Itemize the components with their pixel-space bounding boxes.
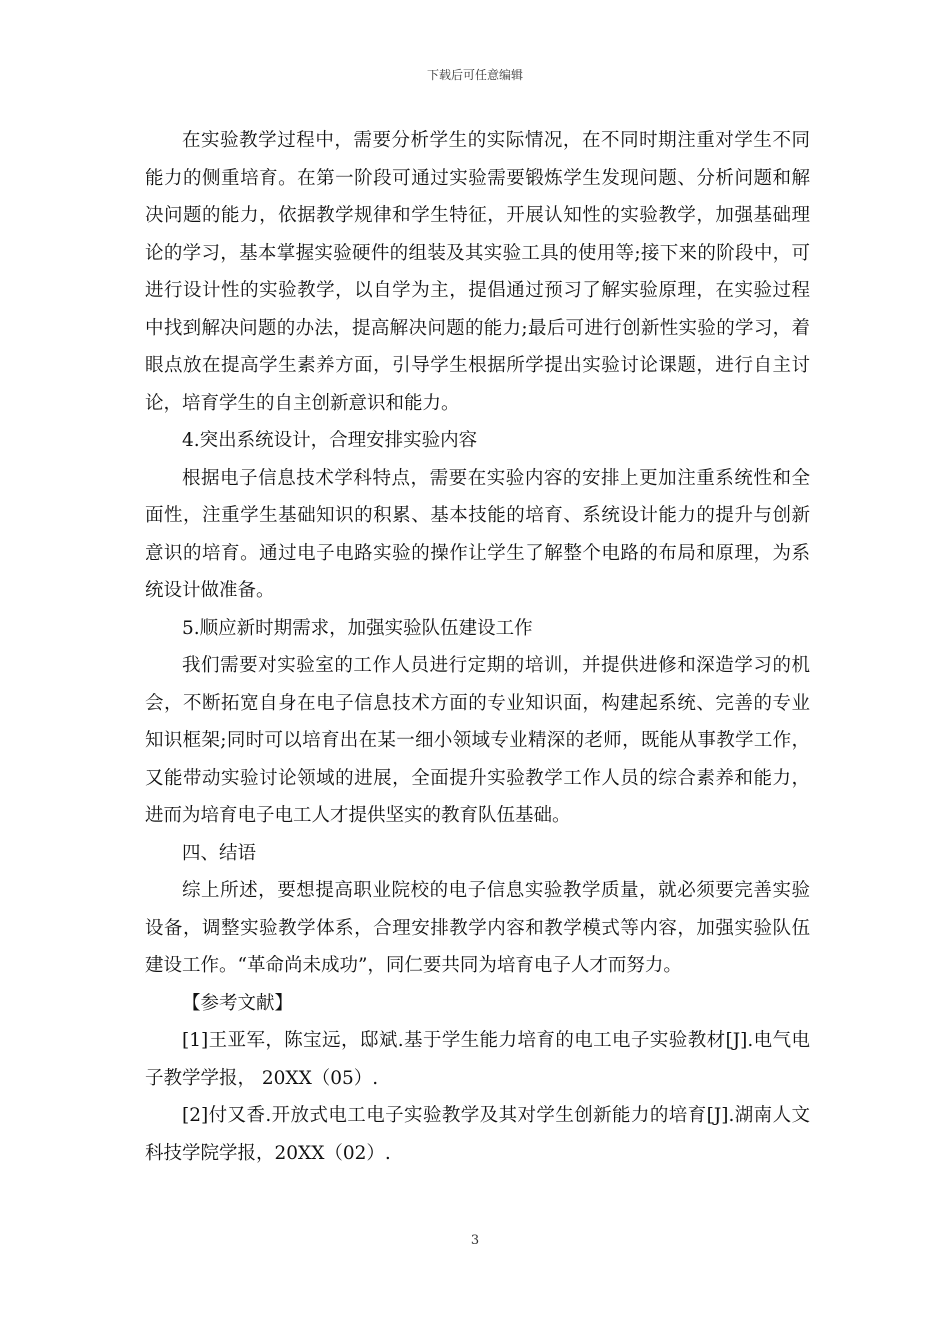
reference-item-1: [1]王亚军，陈宝远，邸斌.基于学生能力培育的电工电子实验教材[J].电气电子教学学报， 20XX（05）. <box>145 1030 810 1089</box>
heading-references: 【参考文献】 <box>182 992 294 1014</box>
heading-team-building: 5.顺应新时期需求，加强实验队伍建设工作 <box>182 617 533 639</box>
reference-item-2: [2]付又香.开放式电工电子实验教学及其对学生创新能力的培育[J].湖南人文科技学院学报，20XX（02）. <box>145 1105 810 1164</box>
heading-conclusion: 四、结语 <box>182 842 257 864</box>
paragraph-team-building: 我们需要对实验室的工作人员进行定期的培训，并提供进修和深造学习的机会，不断拓宽自身在电子信息技术方面的专业知识面，构建起系统、完善的专业知识框架;同时可以培育出在某一细小领域专业精深的老师，既能从事教学工作，又能带动实验讨论领域的进展，全面提升实验教学工作人员的综合素养和能力，进而为培育电子电工人才提供坚实的教育队伍基础。 <box>145 655 810 826</box>
heading-system-design: 4.突出系统设计，合理安排实验内容 <box>182 430 478 451</box>
paragraph-system-design: 根据电子信息技术学科特点，需要在实验内容的安排上更加注重系统性和全面性，注重学生基础知识的积累、基本技能的培育、系统设计能力的提升与创新意识的培育。通过电子电路实验的操作让学生了解整个电路的布局和原理，为系统设计做准备。 <box>145 467 810 601</box>
document-body <box>145 122 810 1172</box>
paragraph-conclusion: 综上所述，要想提高职业院校的电子信息实验教学质量，就必须要完善实验设备，调整实验教学体系，合理安排教学内容和教学模式等内容，加强实验队伍建设工作。“革命尚未成功”，同仁要共同为培育电子人才而努力。 <box>145 880 810 976</box>
page-header: 下载后可任意编辑 <box>426 68 523 82</box>
page-number: 3 <box>470 1233 480 1248</box>
paragraph-experiment-stages: 在实验教学过程中，需要分析学生的实际情况，在不同时期注重对学生不同能力的侧重培育。在第一阶段可通过实验需要锻炼学生发现问题、分析问题和解决问题的能力，依据教学规律和学生特征，开展认知性的实验教学，加强基础理论的学习，基本掌握实验硬件的组装及其实验工具的使用等;接下来的阶段中，可进行设计性的实验教学，以自学为主，提倡通过预习了解实验原理，在实验过程中找到解决问题的办法，提高解决问题的能力;最后可进行创新性实验的学习，着眼点放在提高学生素养方面，引导学生根据所学提出实验讨论课题，进行自主讨论，培育学生的自主创新意识和能力。 <box>145 130 810 414</box>
